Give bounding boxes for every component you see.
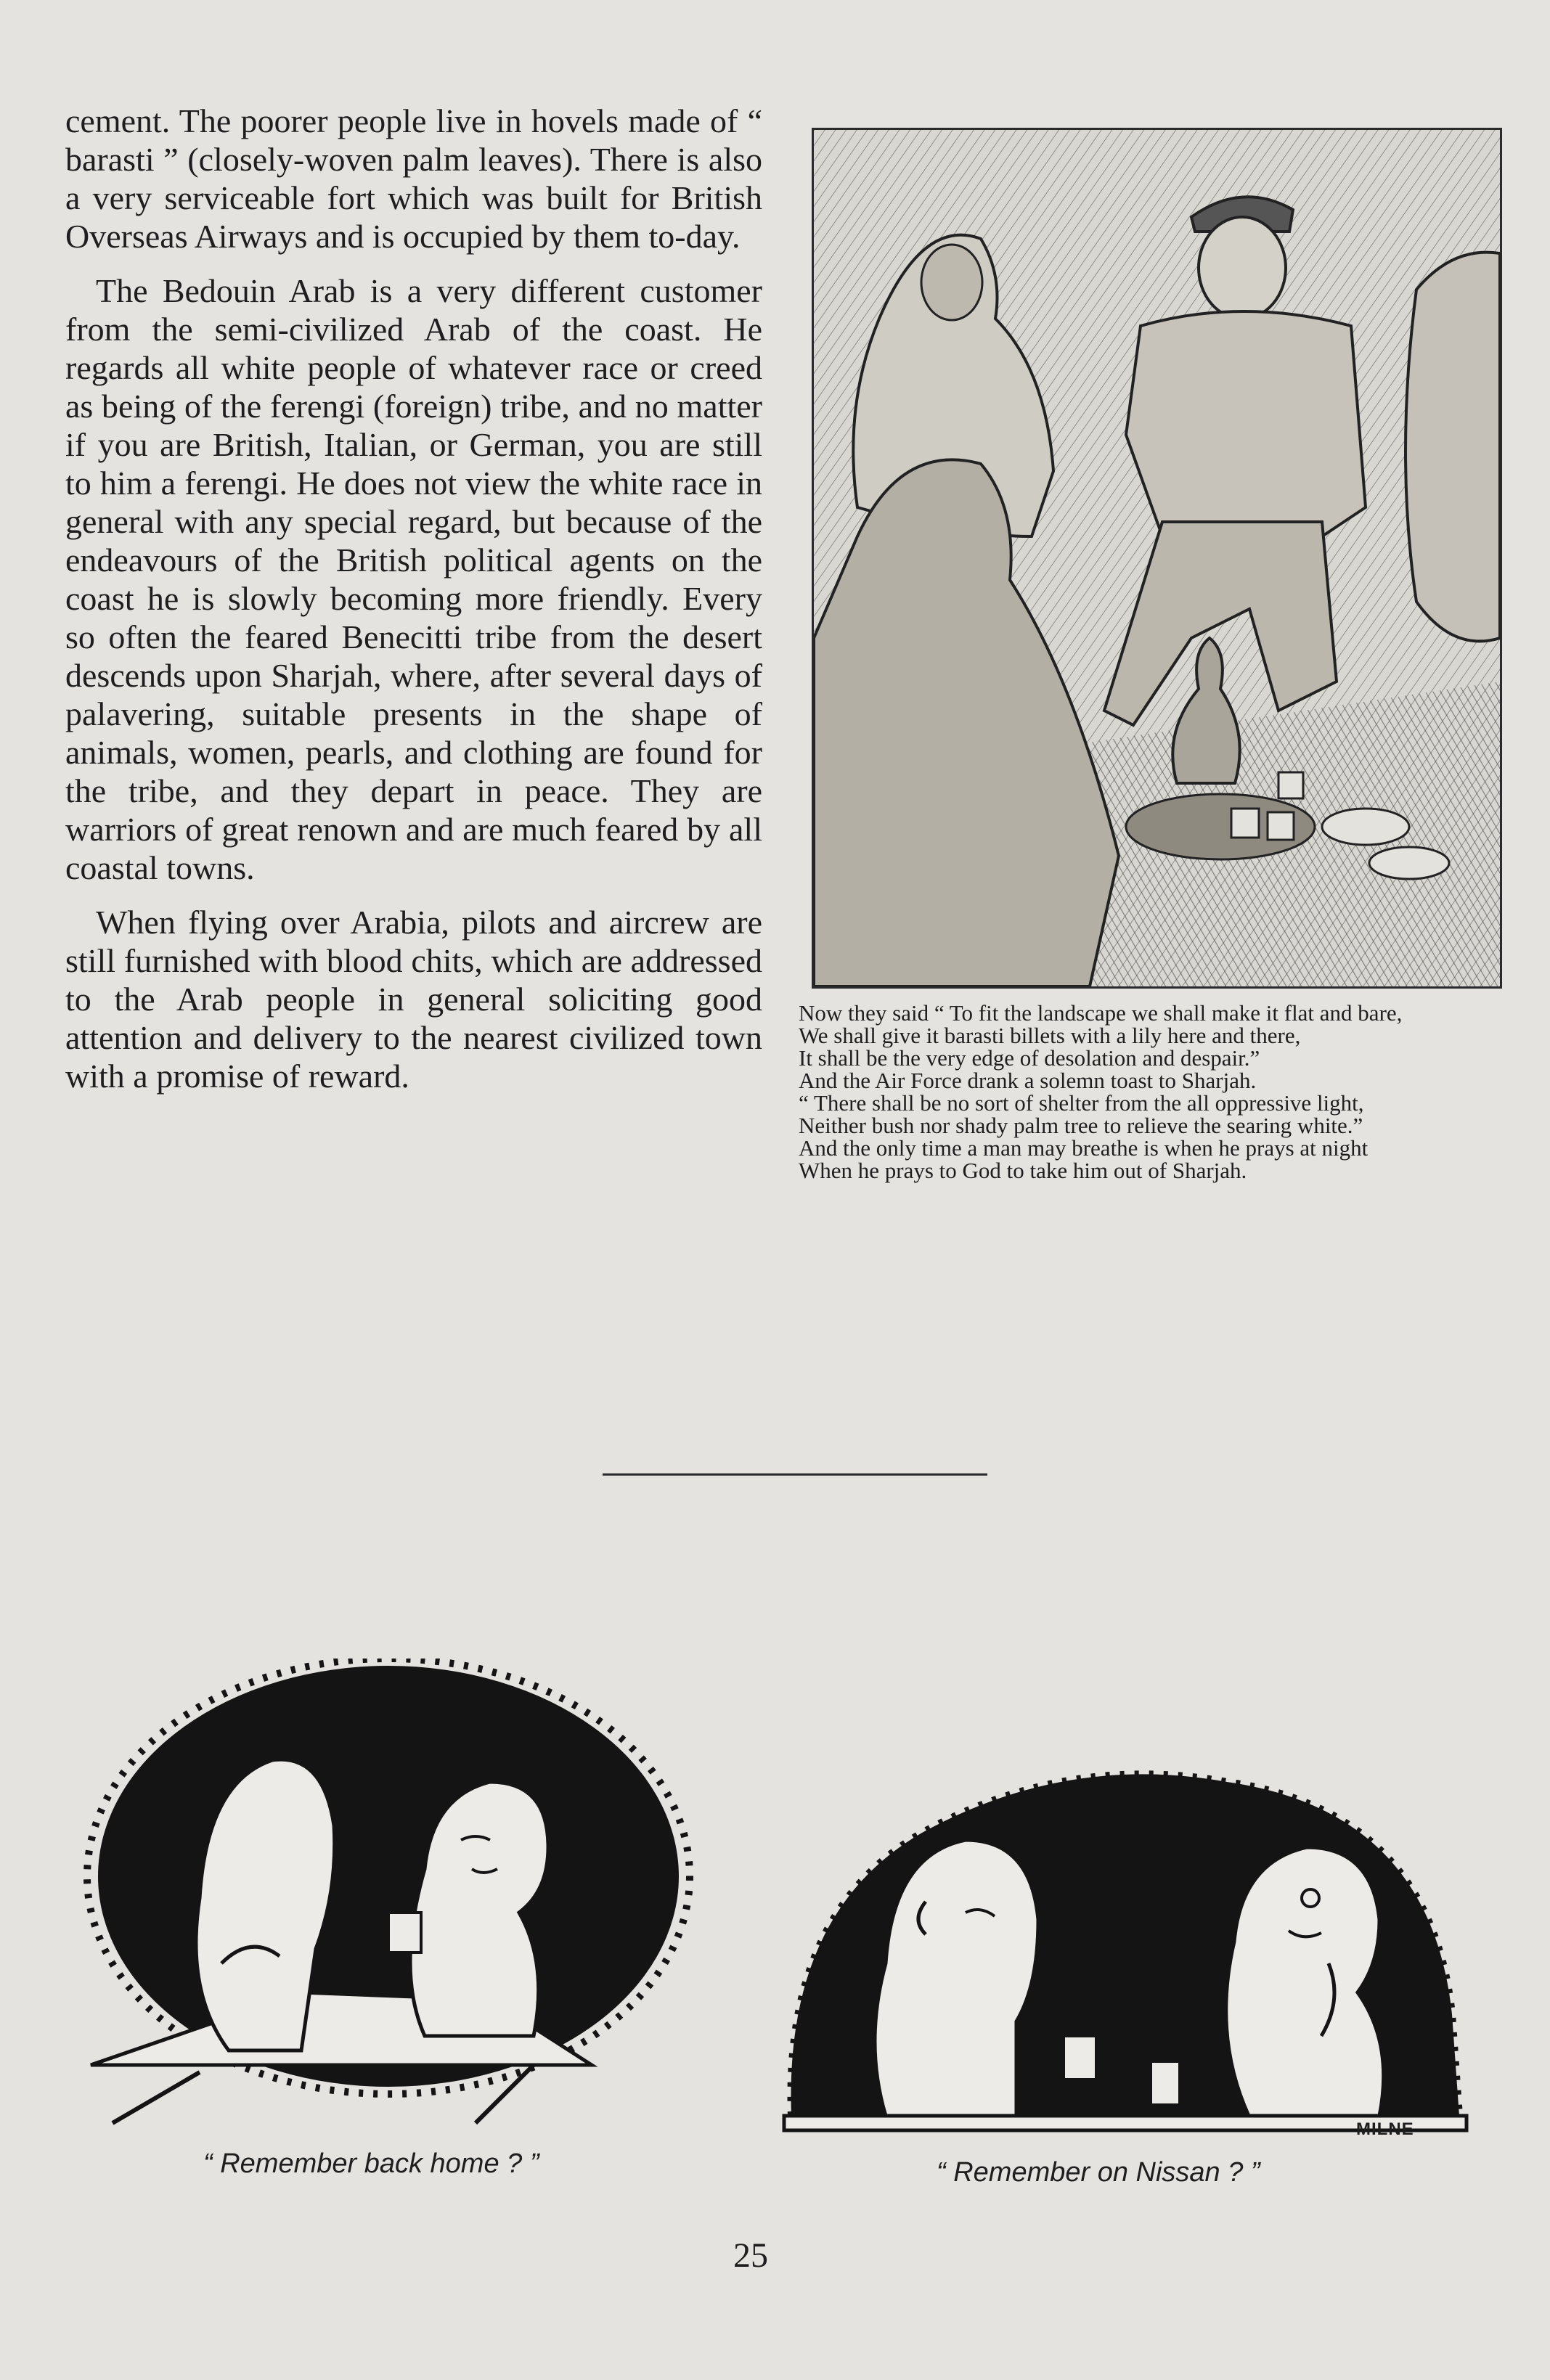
- cartoon-couple-home-drawing: [83, 1659, 701, 2138]
- arab-tent-sketch: [814, 130, 1500, 986]
- poem-line-6: Neither bush nor shady palm tree to relieve the searing white.”: [799, 1113, 1363, 1138]
- section-divider: [603, 1473, 987, 1476]
- poem: [799, 1002, 1496, 1182]
- article-paragraph-1: cement. The poorer people live in hovels made of “ barasti ” (closely-woven palm leaves). There is also a very serviceable fort which was built for British Overseas Airways and is occupied by them to-day.: [65, 102, 762, 255]
- cartoon-couple-nissan-drawing: [777, 1724, 1474, 2174]
- article-paragraph-2: The Bedouin Arab is a very different customer from the semi-civilized Arab of the coast. He regards all white people of whatever race or creed as being of the ferengi (foreign) tribe, and no matter if you are British, Italian, or German, you are still to him a ferengi. He does not view the white race in general with any special regard, but because of the endeavours of the British political agents on the coast he is slowly becoming more friendly. Every so often the feared Benecitti tribe from the desert descends upon Sharjah, where, after several days of palavering, suitable presents in the shape of animals, women, pearls, and clothing are found for the tribe, and they depart in peace. They are warriors of great renown and are much feared by all coastal towns.: [65, 272, 762, 886]
- poem-line-5: “ There shall be no sort of shelter from the all oppressive light,: [799, 1090, 1364, 1116]
- poem-line-7: And the only time a man may breathe is when he prays at night: [799, 1135, 1369, 1161]
- article-column: [65, 102, 762, 1111]
- poem-line-2: We shall give it barasti billets with a lily here and there,: [799, 1023, 1301, 1048]
- poem-line-1: Now they said “ To fit the landscape we shall make it flat and bare,: [799, 1000, 1403, 1026]
- artist-signature: MILNE: [1356, 2119, 1414, 2139]
- sketch-illustration: [812, 128, 1502, 989]
- cartoon-remember-back-home: [83, 1659, 701, 2138]
- poem-line-4: And the Air Force drank a solemn toast to Sharjah.: [799, 1068, 1257, 1093]
- caption-remember-back-home: “ Remember back home ? ”: [203, 2148, 539, 2179]
- page-number: 25: [733, 2236, 768, 2275]
- cartoon-remember-on-nissan: [777, 1724, 1474, 2174]
- poem-line-8: When he prays to God to take him out of Sharjah.: [799, 1158, 1247, 1183]
- poem-line-3: It shall be the very edge of desolation and despair.”: [799, 1045, 1260, 1071]
- article-paragraph-3: When flying over Arabia, pilots and aircrew are still furnished with blood chits, which are addressed to the Arab people in general soliciting good attention and delivery to the nearest civilized town with a promise of reward.: [65, 904, 762, 1095]
- caption-remember-on-nissan: “ Remember on Nissan ? ”: [937, 2157, 1260, 2188]
